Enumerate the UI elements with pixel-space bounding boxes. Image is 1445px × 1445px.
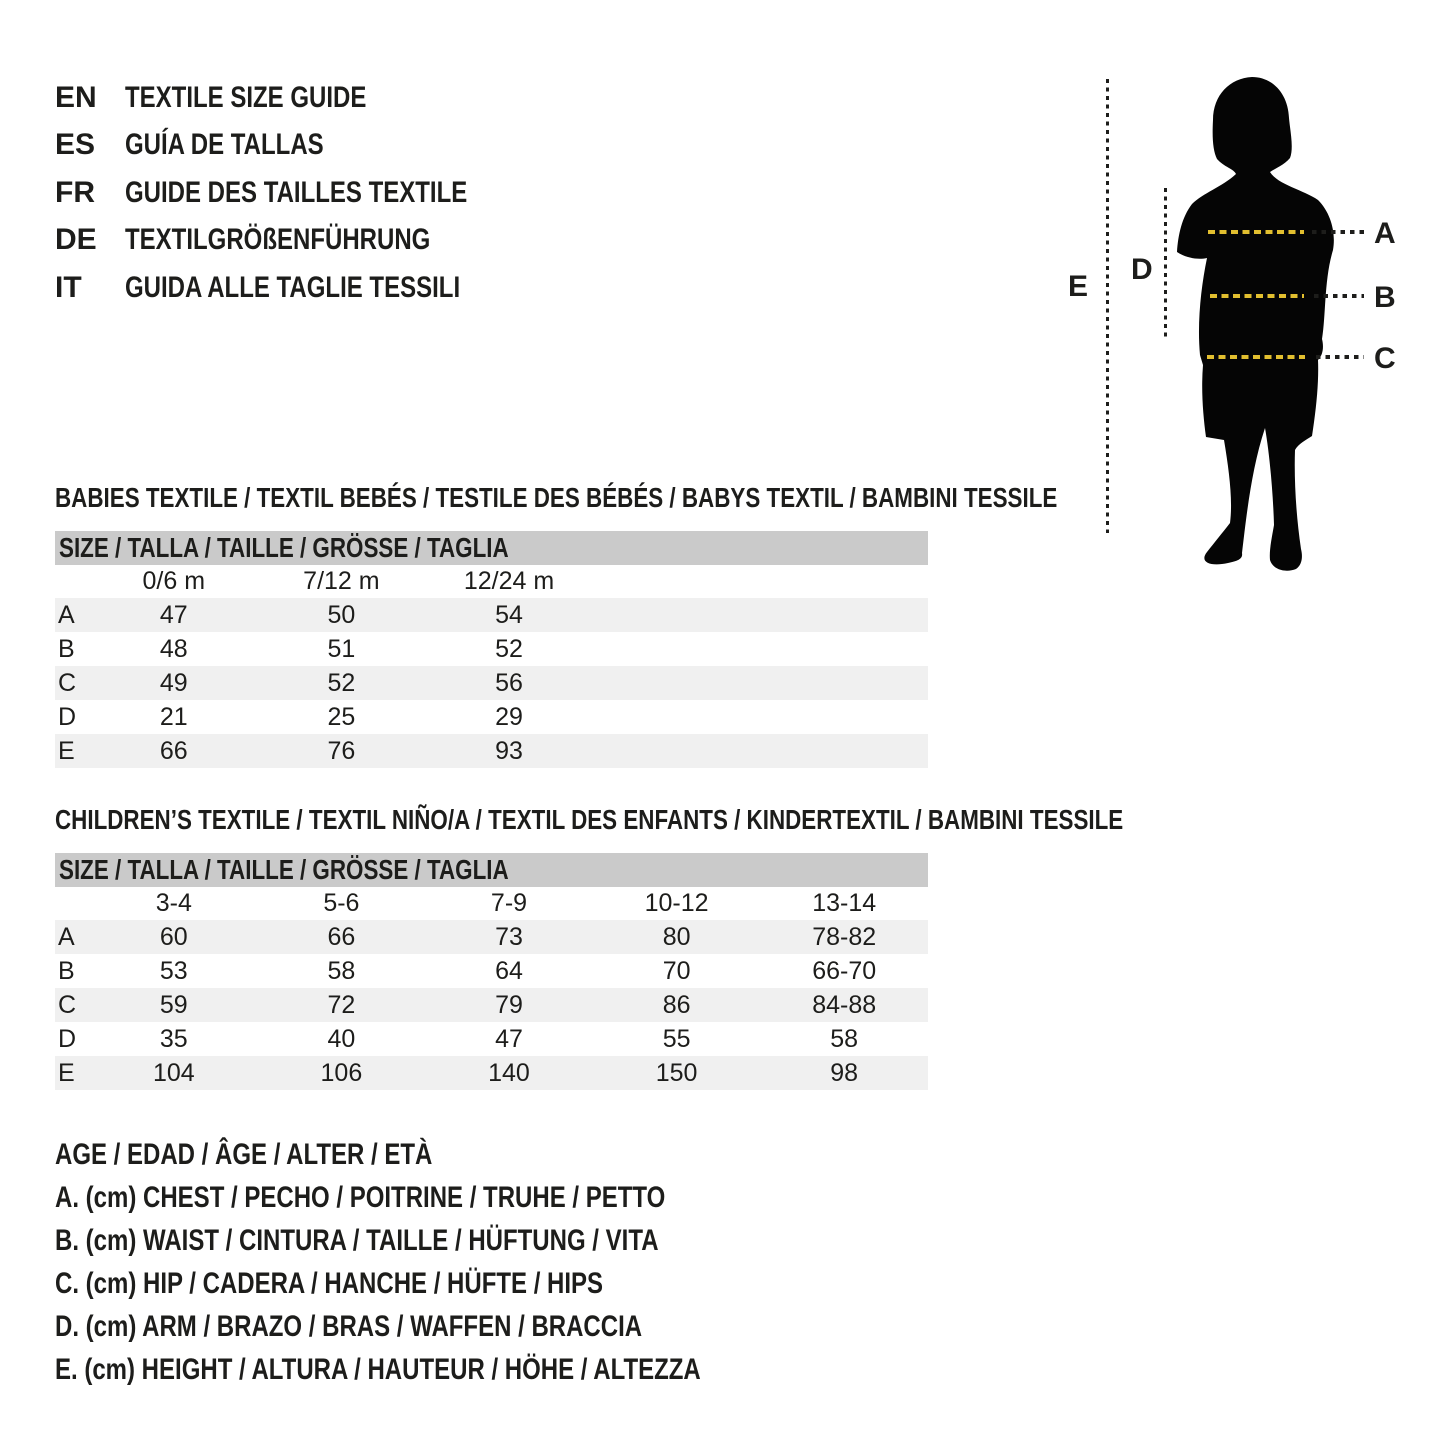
figure-label-b: B — [1374, 281, 1396, 314]
legend-line-hip: C. (cm) HIP / CADERA / HANCHE / HÜFTE / HIPS — [55, 1267, 604, 1300]
table-row — [55, 598, 928, 632]
size-value: 52 — [327, 668, 356, 697]
row-label: E — [58, 736, 75, 765]
size-value: 58 — [830, 1024, 859, 1053]
legend-line-age: AGE / EDAD / ÂGE / ALTER / ETÀ — [55, 1138, 433, 1171]
children-size-table — [55, 886, 928, 1090]
size-value: 150 — [655, 1058, 698, 1087]
size-value: 49 — [159, 668, 188, 697]
waist-measure-line-b-callout — [1314, 294, 1364, 298]
lang-row-it — [55, 264, 553, 312]
column-header: 10-12 — [644, 888, 709, 917]
size-value: 80 — [662, 922, 691, 951]
column-header: 5-6 — [323, 888, 360, 917]
size-value: 93 — [495, 736, 523, 765]
size-value: 56 — [495, 668, 523, 697]
size-value: 72 — [327, 990, 356, 1019]
table-row — [55, 1056, 928, 1090]
hip-measure-line-c-body — [1207, 355, 1305, 359]
babies-section-title: BABIES TEXTILE / TEXTIL BEBÉS / TESTILE DES BÉBÉS / BABYS TEXTIL / BAMBINI TESSILE — [55, 482, 1058, 513]
column-header: 12/24 m — [463, 566, 555, 595]
table-header-row — [55, 886, 928, 920]
lang-code: DE — [55, 223, 97, 257]
lang-row-en — [55, 74, 553, 122]
size-value: 35 — [159, 1024, 188, 1053]
table-row — [55, 632, 928, 666]
size-value: 59 — [159, 990, 188, 1019]
row-label: B — [58, 956, 75, 985]
measurement-legend — [55, 1133, 862, 1391]
hip-measure-line-c-callout — [1316, 355, 1364, 359]
waist-measure-line-b-body — [1210, 294, 1304, 298]
lang-row-es — [55, 122, 553, 170]
lang-title: GUÍA DE TALLAS — [125, 128, 324, 162]
row-label: C — [58, 668, 77, 697]
column-header: 13-14 — [812, 888, 877, 917]
figure-label-d: D — [1131, 253, 1153, 286]
language-header — [55, 74, 553, 312]
children-size-header-bar: SIZE / TALLA / TAILLE / GRÖSSE / TAGLIA — [55, 853, 928, 887]
lang-code: FR — [55, 175, 95, 209]
babies-size-header-bar: SIZE / TALLA / TAILLE / GRÖSSE / TAGLIA — [55, 531, 928, 565]
size-value: 58 — [327, 956, 356, 985]
row-label: D — [58, 1024, 77, 1053]
babies-size-table — [55, 564, 928, 768]
legend-line-arm: D. (cm) ARM / BRAZO / BRAS / WAFFEN / BRACCIA — [55, 1310, 643, 1343]
chest-measure-line-a-callout — [1312, 230, 1364, 234]
size-value: 55 — [662, 1024, 691, 1053]
arm-measure-line-d — [1164, 188, 1167, 337]
size-value: 47 — [159, 600, 188, 629]
figure-label-c: C — [1374, 342, 1396, 375]
size-value: 25 — [327, 702, 356, 731]
size-value: 66-70 — [812, 956, 877, 985]
figure-label-a: A — [1374, 217, 1396, 250]
column-header: 3-4 — [155, 888, 192, 917]
lang-code: IT — [55, 270, 82, 304]
size-value: 40 — [327, 1024, 356, 1053]
size-value: 66 — [159, 736, 188, 765]
size-value: 79 — [495, 990, 523, 1019]
size-value: 53 — [159, 956, 188, 985]
chest-measure-line-a-body — [1208, 230, 1304, 234]
size-value: 140 — [488, 1058, 530, 1087]
size-value: 52 — [495, 634, 523, 663]
table-row — [55, 988, 928, 1022]
size-value: 70 — [662, 956, 691, 985]
size-value: 64 — [495, 956, 523, 985]
children-section-title: CHILDREN’S TEXTILE / TEXTIL NIÑO/A / TEXTIL DES ENFANTS / KINDERTEXTIL / BAMBINI TESSILE — [55, 804, 1124, 835]
size-value: 51 — [327, 634, 356, 663]
size-value: 106 — [320, 1058, 363, 1087]
row-label: E — [58, 1058, 75, 1087]
size-value: 60 — [159, 922, 188, 951]
lang-title: TEXTILE SIZE GUIDE — [125, 80, 367, 114]
size-value: 54 — [495, 600, 523, 629]
column-header: 0/6 m — [142, 566, 206, 595]
lang-title: TEXTILGRÖßENFÜHRUNG — [125, 223, 431, 257]
table-row — [55, 666, 928, 700]
column-header: 7-9 — [490, 888, 528, 917]
size-value: 76 — [327, 736, 356, 765]
size-value: 86 — [662, 990, 691, 1019]
table-row — [55, 954, 928, 988]
lang-code: ES — [55, 128, 96, 162]
row-label: D — [58, 702, 77, 731]
table-row — [55, 700, 928, 734]
size-value: 21 — [159, 702, 188, 731]
lang-row-de — [55, 217, 553, 265]
row-label: B — [58, 634, 75, 663]
column-header: 7/12 m — [303, 566, 380, 595]
table-row — [55, 734, 928, 768]
lang-title: GUIDE DES TAILLES TEXTILE — [125, 175, 468, 209]
size-value: 78-82 — [812, 922, 877, 951]
legend-line-waist: B. (cm) WAIST / CINTURA / TAILLE / HÜFTUNG / VITA — [55, 1224, 659, 1257]
row-label: A — [58, 600, 75, 629]
height-measure-line-e — [1106, 79, 1109, 533]
row-label: A — [58, 922, 75, 951]
size-value: 98 — [830, 1058, 859, 1087]
lang-code: EN — [55, 80, 97, 114]
size-value: 50 — [327, 600, 356, 629]
figure-label-e: E — [1068, 270, 1089, 303]
legend-line-chest: A. (cm) CHEST / PECHO / POITRINE / TRUHE / PETTO — [55, 1181, 666, 1214]
table-row — [55, 920, 928, 954]
table-header-row — [55, 564, 928, 598]
size-value: 48 — [159, 634, 188, 663]
size-value: 84-88 — [812, 990, 877, 1019]
size-value: 73 — [495, 922, 523, 951]
legend-line-height: E. (cm) HEIGHT / ALTURA / HAUTEUR / HÖHE / ALTEZZA — [55, 1353, 701, 1386]
lang-row-fr — [55, 169, 553, 217]
size-value: 29 — [495, 702, 523, 731]
row-label: C — [58, 990, 77, 1019]
size-value: 66 — [327, 922, 356, 951]
lang-title: GUIDA ALLE TAGLIE TESSILI — [125, 270, 461, 304]
table-row — [55, 1022, 928, 1056]
size-value: 104 — [152, 1058, 195, 1087]
size-value: 47 — [495, 1024, 523, 1053]
